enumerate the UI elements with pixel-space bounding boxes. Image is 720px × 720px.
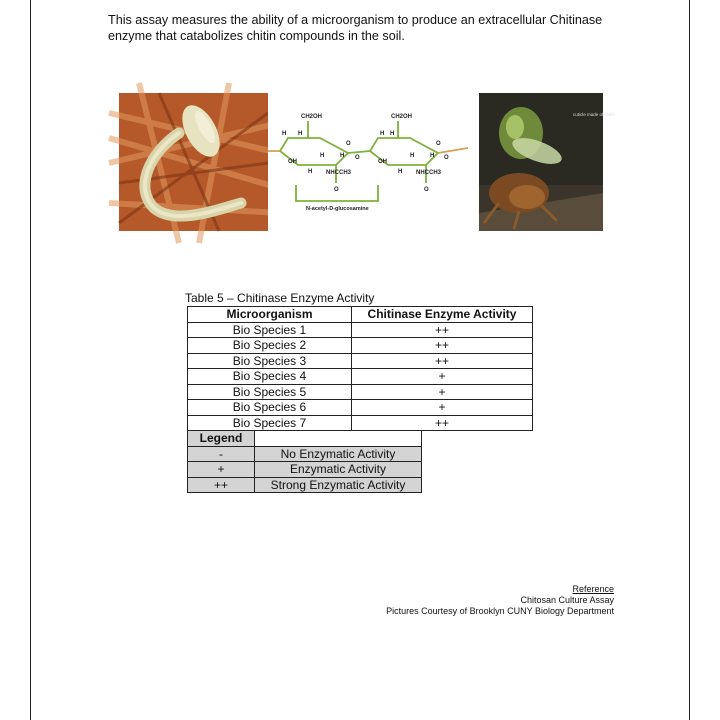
h-label: H (410, 153, 415, 159)
n-acetyl-glucosamine-label: N-acetyl-D-glucosamine (306, 206, 369, 212)
legend-symbol: ++ (188, 477, 255, 493)
legend-title: Legend (188, 431, 255, 447)
legend-row (188, 462, 422, 478)
table-row (188, 353, 533, 369)
reference-block (386, 584, 614, 617)
legend-symbol: + (188, 462, 255, 478)
microorganism-cell: Bio Species 5 (188, 384, 352, 400)
legend-meaning: Enzymatic Activity (255, 462, 422, 478)
reference-title: Reference (572, 584, 614, 594)
activity-cell: + (352, 369, 533, 385)
ch2oh-label-right: CH2OH (391, 114, 413, 120)
ch2oh-label-left: CH2OH (301, 114, 323, 120)
table-row (188, 369, 533, 385)
legend-row (188, 446, 422, 462)
legend-meaning: No Enzymatic Activity (255, 446, 422, 462)
link-o-label: O (444, 155, 449, 161)
h-label: H (390, 131, 395, 137)
microorganism-cell: Bio Species 1 (188, 322, 352, 338)
h-label: H (398, 169, 403, 175)
activity-cell: + (352, 400, 533, 416)
table-header-row (188, 307, 533, 323)
seed-micrograph-image (119, 93, 268, 231)
legend-header-blank (255, 431, 422, 447)
microorganism-cell: Bio Species 3 (188, 353, 352, 369)
nhcch3-label-right: NHCCH3 (416, 170, 442, 176)
carbonyl-o-label: O (424, 187, 429, 193)
activity-cell: + (352, 384, 533, 400)
page-border-left (30, 0, 31, 720)
h-label: H (282, 131, 287, 137)
ring-o-label: O (346, 141, 351, 147)
cuticle-caption: cuticle made of chitin (573, 112, 616, 117)
table-row (188, 338, 533, 354)
activity-cell: ++ (352, 353, 533, 369)
intro-paragraph: This assay measures the ability of a microorganism to produce an extracellular Chitinase enzyme that catabolizes chitin compounds in the soil. (108, 13, 603, 43)
legend-symbol: - (188, 446, 255, 462)
page-border-right (689, 0, 690, 720)
chitin-structure-diagram (268, 93, 479, 231)
table-caption: Table 5 – Chitinase Enzyme Activity (185, 291, 375, 305)
activity-cell: ++ (352, 322, 533, 338)
h-label: H (340, 153, 345, 159)
chitinase-activity-table (187, 306, 533, 431)
h-label: H (380, 131, 385, 137)
column-header-microorganism: Microorganism (188, 307, 352, 323)
column-header-activity: Chitinase Enzyme Activity (352, 307, 533, 323)
h-label: H (308, 169, 313, 175)
table-row (188, 322, 533, 338)
table-row (188, 415, 533, 431)
h-label: H (298, 131, 303, 137)
microorganism-cell: Bio Species 4 (188, 369, 352, 385)
microorganism-cell: Bio Species 2 (188, 338, 352, 354)
reference-line-2: Pictures Courtesy of Brooklyn CUNY Biology Department (386, 606, 614, 616)
microorganism-cell: Bio Species 6 (188, 400, 352, 416)
legend-header-row (188, 431, 422, 447)
activity-cell: ++ (352, 338, 533, 354)
table-row (188, 384, 533, 400)
ring-o-label: O (436, 141, 441, 147)
legend-table (187, 430, 422, 493)
microorganism-cell: Bio Species 7 (188, 415, 352, 431)
oh-label: OH (288, 159, 297, 165)
carbonyl-o-label: O (334, 187, 339, 193)
legend-row (188, 477, 422, 493)
nhcch3-label-left: NHCCH3 (326, 170, 352, 176)
legend-meaning: Strong Enzymatic Activity (255, 477, 422, 493)
table-row (188, 400, 533, 416)
activity-cell: ++ (352, 415, 533, 431)
cicada-molt-image (479, 93, 616, 231)
oh-label: OH (378, 159, 387, 165)
reference-line-1: Chitosan Culture Assay (520, 595, 614, 605)
h-label: H (320, 153, 325, 159)
h-label: H (430, 153, 435, 159)
link-o-label: O (355, 155, 360, 161)
